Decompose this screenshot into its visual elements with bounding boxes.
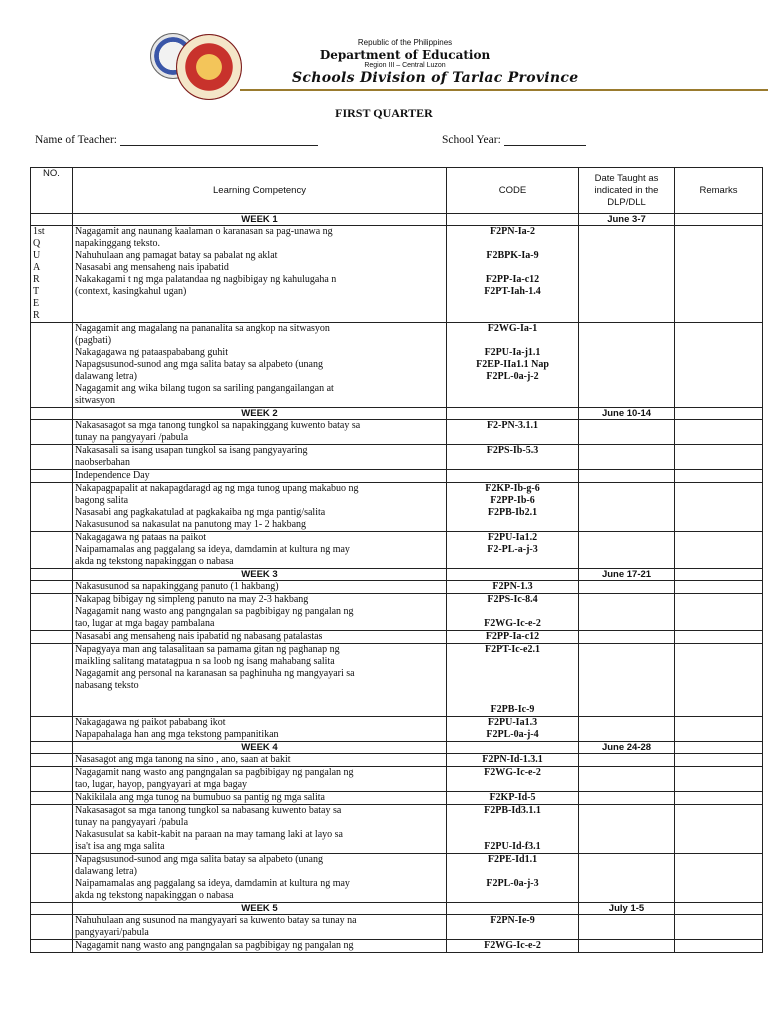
date-cell [579, 581, 675, 594]
no-cell [31, 767, 73, 792]
code-cell [447, 594, 579, 631]
header-date [579, 168, 675, 214]
date-cell [579, 631, 675, 644]
text-line: A [33, 262, 41, 273]
week-date: July 1-5 [579, 903, 675, 915]
remarks-cell [675, 323, 763, 408]
code-cell [447, 767, 579, 792]
remarks-cell [675, 631, 763, 644]
header-date-line: indicated in the [594, 184, 659, 196]
date-cell [579, 470, 675, 483]
text-line: Nakasasagot sa mga tanong tungkol sa napakinggang kuwento batay sa [75, 420, 361, 431]
header-date-line: DLP/DLL [607, 196, 646, 208]
no-cell [31, 581, 73, 594]
week-row [31, 214, 763, 226]
header-rule [240, 89, 768, 91]
text-line: Nagagamit ang personal na karanasan sa paghinuha ng mangyayari sa [75, 668, 355, 679]
text-line: F2PL-0a-j-2 [486, 371, 539, 382]
no-cell [31, 940, 73, 953]
competency-cell [73, 470, 447, 483]
no-cell [31, 470, 73, 483]
division-text: Schools Division of Tarlac Province [292, 70, 579, 86]
text-line: dalawang letra) [75, 371, 137, 382]
table-row [31, 940, 763, 953]
no-cell [31, 226, 73, 323]
competency-cell [73, 581, 447, 594]
competency-cell [73, 644, 447, 717]
date-cell [579, 717, 675, 742]
text-line [449, 866, 576, 878]
text-line: E [33, 298, 40, 309]
code-cell [447, 226, 579, 323]
text-line [449, 556, 576, 568]
text-line [449, 656, 576, 668]
text-line: F2PU-Ia-j1.1 [484, 347, 541, 358]
table-row [31, 532, 763, 569]
text-line: F2PS-Ic-8.4 [487, 594, 538, 605]
competency-cell [73, 420, 447, 445]
date-cell [579, 532, 675, 569]
code-cell [447, 644, 579, 717]
text-line: T [33, 286, 40, 297]
text-line [449, 817, 576, 829]
text-line: F2PN-Ia-2 [490, 226, 535, 237]
code-cell [447, 445, 579, 470]
division-seal-logo [176, 34, 242, 100]
text-line: maikling salitang matatagpua n sa loob ng isang mahabang salita [75, 656, 335, 667]
date-cell [579, 767, 675, 792]
date-cell [579, 805, 675, 854]
code-cell [447, 532, 579, 569]
text-line: Nagagamit nang wasto ang pangngalan sa pagbibigay ng pangalan ng [75, 606, 354, 617]
text-line: F2BPK-Ia-9 [486, 250, 539, 261]
table-row [31, 644, 763, 717]
week-date: June 24-28 [579, 742, 675, 754]
remarks-cell [675, 644, 763, 717]
header-competency: Learning Competency [73, 168, 447, 214]
text-line: nabasang teksto [75, 680, 139, 691]
text-line: F2PE-Id1.1 [487, 854, 538, 865]
remarks-cell [675, 226, 763, 323]
code-cell [447, 569, 579, 581]
text-line [449, 680, 576, 692]
date-cell [579, 940, 675, 953]
text-line: Nasasabi ang pagkakatulad at pagkakaiba ng mga pantig/salita [75, 507, 326, 518]
text-line: Nasasabi ang mensaheng nais ipabatid ng nabasang patalastas [75, 631, 323, 642]
text-line [75, 704, 444, 716]
no-cell [31, 631, 73, 644]
week-row [31, 903, 763, 915]
text-line: Nakasusunod sa napakinggang panuto (1 hakbang) [75, 581, 279, 592]
text-line: (pagbati) [75, 335, 112, 346]
competency-cell [73, 940, 447, 953]
text-line: Nakasusulat sa kabit-kabit na paraan na may tamang laki at layo sa [75, 829, 343, 840]
table-row [31, 854, 763, 903]
text-line: tunay na pangyayari /pabula [75, 817, 189, 828]
table-row [31, 594, 763, 631]
text-line: F2WG-Ic-e-2 [484, 940, 541, 951]
competency-cell [73, 323, 447, 408]
code-cell [447, 323, 579, 408]
text-line: Nakapagpapalit at nakapagdaragd ag ng mga tunog upang makabuo ng [75, 483, 359, 494]
text-line: F2PN-1.3 [492, 581, 533, 592]
school-year-blank [504, 133, 586, 146]
remarks-cell [675, 214, 763, 226]
no-cell [31, 903, 73, 915]
text-line [75, 692, 444, 704]
text-line: F2PU-Id-f3.1 [484, 841, 541, 852]
date-cell [579, 915, 675, 940]
date-cell [579, 792, 675, 805]
text-line: dalawang letra) [75, 866, 137, 877]
remarks-cell [675, 903, 763, 915]
competency-cell [73, 717, 447, 742]
remarks-cell [675, 408, 763, 420]
text-line: F2PL-0a-j-3 [486, 878, 539, 889]
text-line: isa't isa ang mga salita [75, 841, 165, 852]
remarks-cell [675, 754, 763, 767]
no-cell [31, 445, 73, 470]
date-cell [579, 644, 675, 717]
text-line [449, 829, 576, 841]
no-cell [31, 717, 73, 742]
page-title: FIRST QUARTER [335, 106, 433, 120]
text-line: Nasasagot ang mga tanong na sino , ano, saan at bakit [75, 754, 291, 765]
text-line: Nakasasagot sa mga tanong tungkol sa nabasang kuwento batay sa [75, 805, 342, 816]
table-row [31, 420, 763, 445]
text-line: F2PN-Ie-9 [490, 915, 535, 926]
header-date-line: Date Taught as [594, 172, 659, 184]
code-cell [447, 805, 579, 854]
text-line [449, 470, 576, 482]
competency-cell [73, 483, 447, 532]
no-cell [31, 754, 73, 767]
date-cell [579, 226, 675, 323]
week-row [31, 569, 763, 581]
table-row [31, 767, 763, 792]
code-cell [447, 470, 579, 483]
table-row [31, 226, 763, 323]
table-row [31, 581, 763, 594]
competency-cell [73, 767, 447, 792]
no-cell [31, 408, 73, 420]
code-cell [447, 581, 579, 594]
text-line: Nakagagawa ng paikot pababang ikot [75, 717, 226, 728]
text-line: F2PT-Iah-1.4 [484, 286, 541, 297]
remarks-cell [675, 805, 763, 854]
text-line: F2PP-Ia-c12 [485, 631, 540, 642]
no-cell [31, 214, 73, 226]
remarks-cell [675, 420, 763, 445]
code-cell [447, 214, 579, 226]
text-line [449, 457, 576, 469]
text-line: tao, lugar at mga bagay pambalana [75, 618, 215, 629]
school-year-label: School Year: [442, 134, 501, 146]
school-year-field [442, 133, 586, 146]
text-line: Napagyaya man ang talasalitaan sa pamama gitan ng paghanap ng [75, 644, 340, 655]
text-line: Nagagamit ang wika bilang tugon sa sariling pangangailangan at [75, 383, 334, 394]
table-row [31, 805, 763, 854]
code-cell [447, 742, 579, 754]
text-line: F2KP-Id-5 [489, 792, 536, 803]
text-line: Nagagamit nang wasto ang pangngalan sa pagbibigay ng pangalan ng [75, 767, 354, 778]
text-line [449, 606, 576, 618]
table-row [31, 754, 763, 767]
remarks-cell [675, 742, 763, 754]
competency-cell [73, 854, 447, 903]
text-line: F2PB-Id3.1.1 [484, 805, 541, 816]
remarks-cell [675, 581, 763, 594]
remarks-cell [675, 767, 763, 792]
remarks-cell [675, 792, 763, 805]
no-cell [31, 483, 73, 532]
table-row [31, 631, 763, 644]
text-line: akda ng tekstong napakinggan o nabasa [75, 890, 234, 901]
teacher-label: Name of Teacher: [35, 134, 117, 146]
week-row [31, 408, 763, 420]
code-cell [447, 717, 579, 742]
text-line: F2PP-Ia-c12 [485, 274, 540, 285]
text-line: Nahuhulaan ang pamagat batay sa pabalat ng aklat [75, 250, 278, 261]
code-cell [447, 408, 579, 420]
remarks-cell [675, 445, 763, 470]
table-row [31, 445, 763, 470]
text-line: F2KP-Ib-g-6 [485, 483, 540, 494]
week-label: WEEK 1 [73, 214, 447, 226]
text-line [449, 779, 576, 791]
letterhead [0, 0, 768, 105]
week-label: WEEK 2 [73, 408, 447, 420]
date-cell [579, 594, 675, 631]
table-row [31, 483, 763, 532]
text-line: Nagagamit ang naunang kaalaman o karanasan sa pag-unawa ng [75, 226, 333, 237]
date-cell [579, 854, 675, 903]
table-row [31, 792, 763, 805]
text-line: (context, kasingkahul ugan) [75, 286, 187, 297]
text-line [449, 890, 576, 902]
week-label: WEEK 5 [73, 903, 447, 915]
text-line: napakinggang teksto. [75, 238, 160, 249]
text-line [449, 927, 576, 939]
no-cell [31, 644, 73, 717]
text-line: Nagagamit ang magalang na pananalita sa angkop na sitwasyon [75, 323, 330, 334]
competency-cell [73, 594, 447, 631]
code-cell [447, 483, 579, 532]
date-cell [579, 445, 675, 470]
text-line: Naipamamalas ang paggalang sa ideya, damdamin at kultura ng may [75, 878, 350, 889]
text-line: F2EP-IIa1.1 Nap [476, 359, 549, 370]
remarks-cell [675, 470, 763, 483]
text-line: F2WG-Ic-e-2 [484, 618, 541, 629]
no-cell [31, 792, 73, 805]
text-line: F2-PN-3.1.1 [486, 420, 539, 431]
region-text: Region III – Central Luzon [364, 62, 446, 69]
text-line: F2PP-Ib-6 [490, 495, 535, 506]
code-cell [447, 903, 579, 915]
no-cell [31, 532, 73, 569]
code-cell [447, 854, 579, 903]
remarks-cell [675, 717, 763, 742]
text-line: 1st [33, 226, 45, 237]
text-line: tao, lugar, hayop, pangyayari at mga bagay [75, 779, 248, 790]
text-line [449, 668, 576, 680]
competency-cell [73, 915, 447, 940]
text-line: U [33, 250, 41, 261]
no-cell [31, 854, 73, 903]
text-line: pangyayari/pabula [75, 927, 149, 938]
text-line [449, 432, 576, 444]
date-cell [579, 754, 675, 767]
text-line [449, 692, 576, 704]
text-line: Nahuhulaan ang susunod na mangyayari sa kuwento batay sa tunay na [75, 915, 357, 926]
competency-cell [73, 805, 447, 854]
code-cell [447, 940, 579, 953]
code-cell [447, 754, 579, 767]
week-label: WEEK 4 [73, 742, 447, 754]
table-row [31, 470, 763, 483]
competency-cell [73, 792, 447, 805]
text-line: F2PB-Ib2.1 [487, 507, 538, 518]
week-row [31, 742, 763, 754]
table-row [31, 717, 763, 742]
table-header-row [31, 168, 763, 214]
text-line: Nagagamit nang wasto ang pangngalan sa pagbibigay ng pangalan ng [75, 940, 354, 951]
republic-text: Republic of the Philippines [357, 38, 453, 47]
table-row [31, 323, 763, 408]
text-line: R [33, 310, 40, 321]
remarks-cell [675, 569, 763, 581]
date-cell [579, 420, 675, 445]
remarks-cell [675, 594, 763, 631]
text-line: Napapahalaga han ang mga tekstong pampanitikan [75, 729, 279, 740]
text-line [449, 395, 576, 407]
table-row [31, 915, 763, 940]
text-line: F2PS-Ib-5.3 [486, 445, 539, 456]
text-line: F2PU-Ia1.3 [487, 717, 538, 728]
date-cell [579, 323, 675, 408]
week-date: June 10-14 [579, 408, 675, 420]
competency-cell [73, 631, 447, 644]
text-line: Nakagagawa ng pataaspababang guhit [75, 347, 228, 358]
no-cell [31, 915, 73, 940]
competency-cell [73, 226, 447, 323]
text-line [449, 519, 576, 531]
week-date: June 17-21 [579, 569, 675, 581]
remarks-cell [675, 915, 763, 940]
text-line: F2-PL-a-j-3 [487, 544, 538, 555]
header-code: CODE [447, 168, 579, 214]
text-line: bagong salita [75, 495, 129, 506]
text-line [449, 335, 576, 347]
text-line: F2PL-0a-j-4 [486, 729, 539, 740]
text-line: R [33, 274, 40, 285]
text-line [449, 262, 576, 274]
text-line: F2WG-Ic-e-2 [484, 767, 541, 778]
text-line: Nasasabi ang mensaheng nais ipabatid [75, 262, 229, 273]
text-line [449, 383, 576, 395]
text-line: Napagsusunod-sunod ang mga salita batay sa alpabeto (unang [75, 854, 323, 865]
code-cell [447, 420, 579, 445]
no-cell [31, 805, 73, 854]
text-line: F2PU-Ia1.2 [487, 532, 538, 543]
week-date: June 3-7 [579, 214, 675, 226]
teacher-field [35, 133, 318, 146]
competency-cell [73, 532, 447, 569]
header-remarks: Remarks [675, 168, 763, 214]
competency-cell [73, 445, 447, 470]
no-cell [31, 323, 73, 408]
teacher-blank [120, 133, 318, 146]
date-cell [579, 483, 675, 532]
no-cell [31, 742, 73, 754]
week-label: WEEK 3 [73, 569, 447, 581]
remarks-cell [675, 854, 763, 903]
text-line: Naipamamalas ang paggalang sa ideya, damdamin at kultura ng may [75, 544, 350, 555]
text-line: Nakapag bibigay ng simpleng panuto na may 2-3 hakbang [75, 594, 309, 605]
text-line [449, 238, 576, 250]
competency-cell [73, 754, 447, 767]
text-line: Nakikilala ang mga tunog na bumubuo sa pantig ng mga salita [75, 792, 325, 803]
text-line: tunay na pangyayari /pabula [75, 432, 189, 443]
text-line: Nakasasali sa isang usapan tungkol sa isang pangyayaring [75, 445, 308, 456]
remarks-cell [675, 483, 763, 532]
no-cell [31, 420, 73, 445]
code-cell [447, 631, 579, 644]
competency-table [30, 167, 763, 953]
text-line: Independence Day [75, 470, 150, 481]
department-text: Department of Education [319, 48, 491, 62]
header-no: NO. [31, 168, 73, 214]
text-line: Napagsusunod-sunod ang mga salita batay sa alpabeto (unang [75, 359, 323, 370]
code-cell [447, 792, 579, 805]
text-line: akda ng tekstong napakinggan o nabasa [75, 556, 234, 567]
text-line: F2PT-Ic-e2.1 [485, 644, 540, 655]
text-line: F2WG-Ia-1 [487, 323, 538, 334]
text-line: F2PN-Id-1.3.1 [482, 754, 543, 765]
text-line: sitwasyon [75, 395, 115, 406]
no-cell [31, 594, 73, 631]
text-line: Nakagagawa ng pataas na paikot [75, 532, 207, 543]
remarks-cell [675, 532, 763, 569]
text-line: Nakasusunod sa nakasulat na panutong may 1- 2 hakbang [75, 519, 307, 530]
no-cell [31, 569, 73, 581]
text-line: Nakakagami t ng mga palatandaa ng nagbibigay ng kahulugaha n [75, 274, 337, 285]
text-line: Q [33, 238, 41, 249]
table-body [31, 214, 763, 953]
text-line: F2PB-Ic-9 [490, 704, 535, 715]
remarks-cell [675, 940, 763, 953]
code-cell [447, 915, 579, 940]
text-line: naobserbahan [75, 457, 130, 468]
